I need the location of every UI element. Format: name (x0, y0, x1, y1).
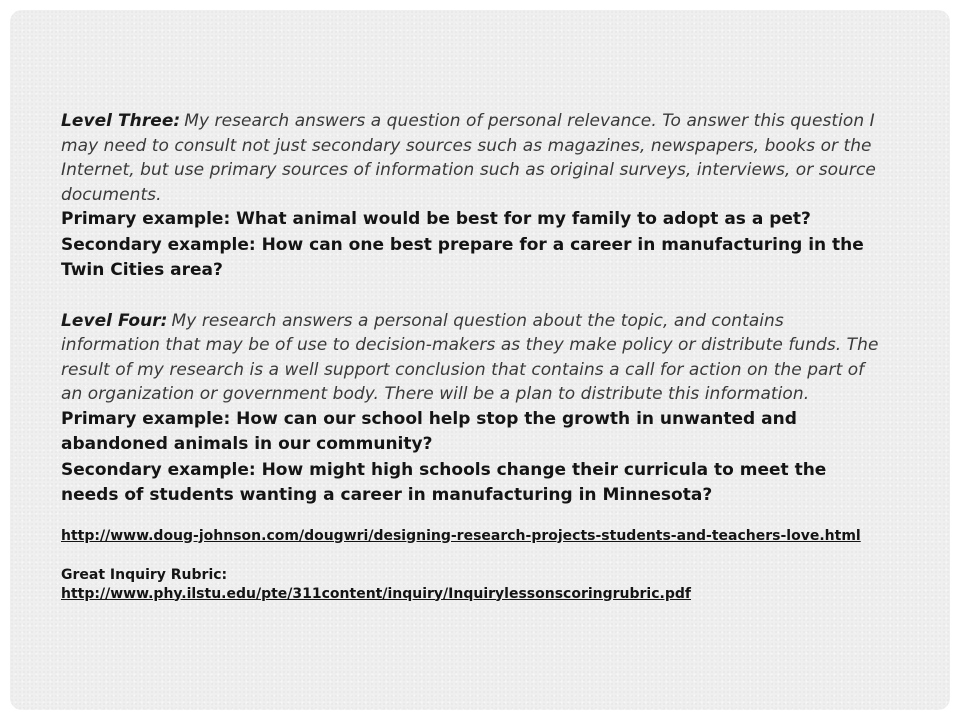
references (61, 527, 881, 604)
source-link[interactable]: http://www.doug-johnson.com/dougwri/designing-research-projects-students-and-teachers-love.html (61, 527, 861, 544)
level-four-body: My research answers a personal question about the topic, and contains information that may be of use to decision-makers as they make policy or distribute funds. The result of my research is a well support conclusion that contains a call for action on the part of an organization or government body. There will be a plan to distribute this information. (61, 310, 879, 404)
level-four-primary-example: Primary example: How can our school help stop the growth in unwanted and abandoned animals in our community? (61, 408, 797, 454)
level-three-body: My research answers a question of personal relevance. To answer this question I may need to consult not just secondary sources such as magazines, newspapers, books or the Internet, but use primary sources of information such as original surveys, interviews, or source documents. (61, 111, 876, 205)
rubric-label: Great Inquiry Rubric: (61, 566, 228, 583)
level-three-secondary-example: Secondary example: How can one best prepare for a career in manufacturing in the Twin Cities area? (61, 234, 864, 280)
level-three-primary-example: Primary example: What animal would be best for my family to adopt as a pet? (61, 209, 811, 229)
slide (10, 10, 950, 710)
rubric-link[interactable]: http://www.phy.ilstu.edu/pte/311content/inquiry/Inquirylessonscoringrubric.pdf (61, 585, 691, 602)
level-four-heading: Level Four: (61, 310, 168, 331)
level-four-secondary-example: Secondary example: How might high schools change their curricula to meet the needs of students wanting a career in manufacturing in Minnesota? (61, 459, 827, 505)
level-three-description (61, 109, 881, 207)
spacer (61, 284, 881, 309)
level-four-description (61, 309, 881, 407)
level-three-heading: Level Three: (61, 111, 181, 131)
slide-content (61, 109, 881, 604)
